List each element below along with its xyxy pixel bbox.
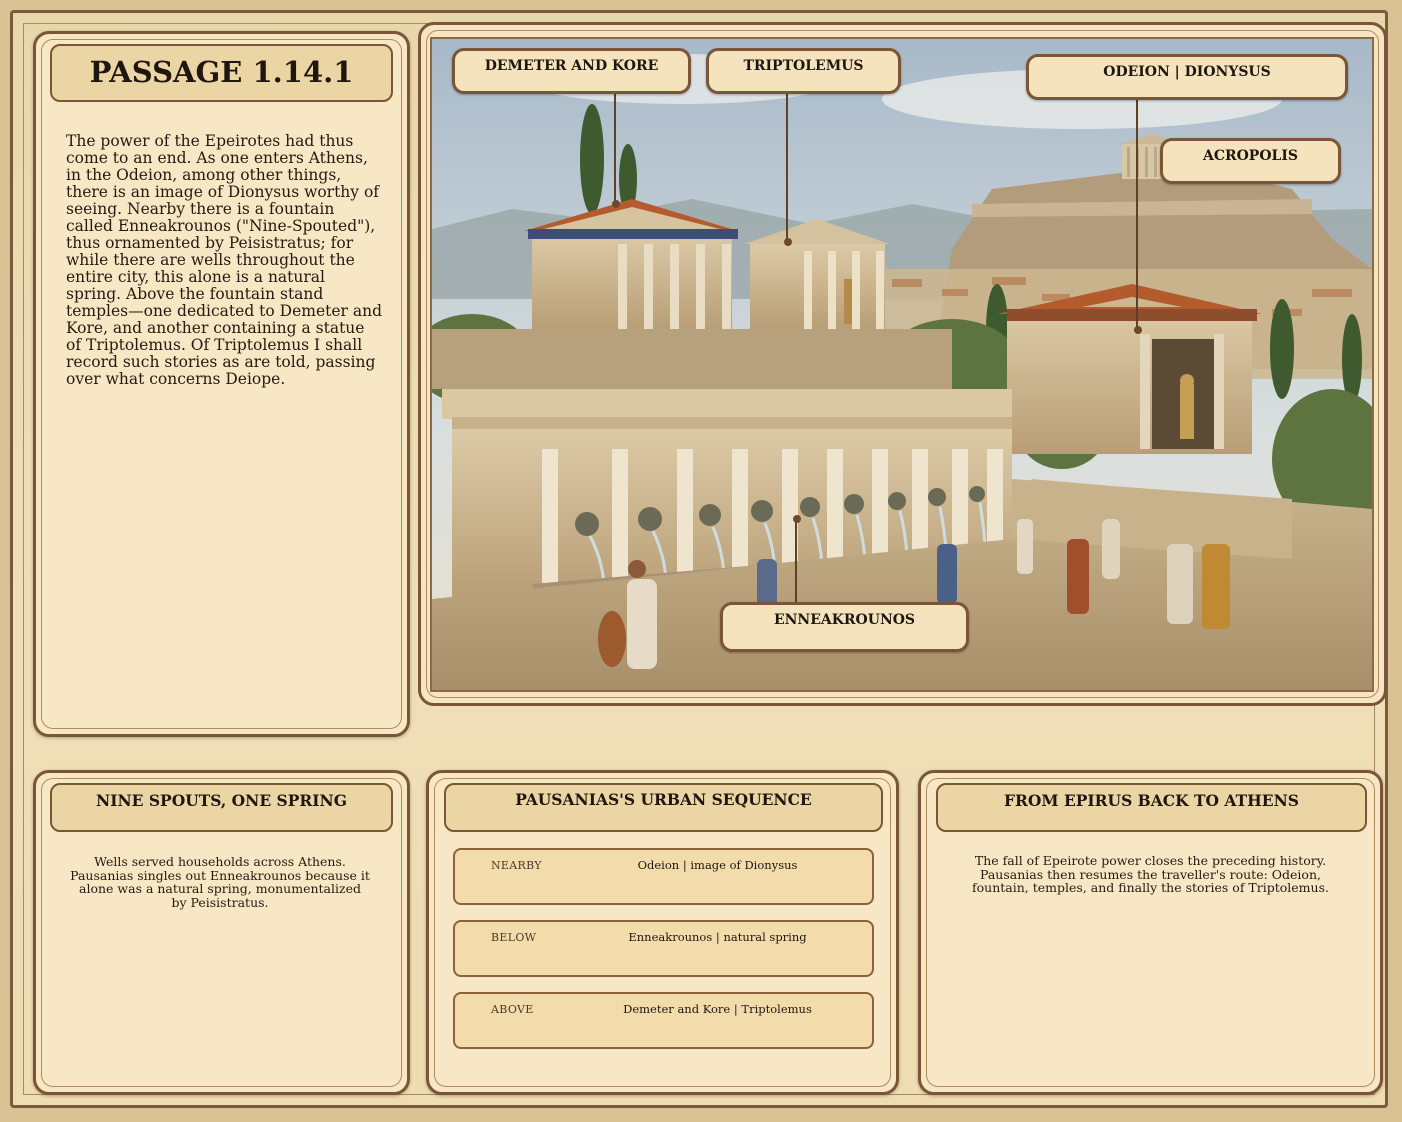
- callout-triptolemus-label: TRIPTOLEMUS: [743, 58, 864, 74]
- callout-enneakrounos: [720, 602, 969, 652]
- athens-scene-image: [432, 39, 1372, 690]
- callout-demeter-label: DEMETER AND KORE: [484, 58, 659, 74]
- epirus-card-title: FROM EPIRUS BACK TO ATHENS: [1004, 791, 1299, 810]
- callout-triptolemus: [706, 48, 901, 94]
- leader-dot-enneakrounos: [793, 515, 801, 523]
- leader-line-enneakrounos: [795, 520, 797, 604]
- epirus-card-title-box: [936, 783, 1367, 832]
- sequence-row-value: Odeion | image of Dionysus: [637, 858, 798, 872]
- sequence-row-label: NEARBY: [491, 859, 542, 872]
- leader-line-odeion: [1136, 98, 1138, 330]
- sequence-row-value: Enneakrounos | natural spring: [628, 930, 807, 944]
- passage-text: The power of the Epeirotes had thus come to an end. As one enters Athens, in the Odeion, among other things, there is an image of Dionysus worthy of seeing. Nearby there is a fountain called Enneakrounos ("Nine-Spouted"), thus ornamented by Peisistratus; for while there are wells throughout the entire city, this alone is a natural spring. Above the fountain stand temples—one dedicated to Demeter and Kore, and another containing a statue of Triptolemus. Of Triptolemus I shall record such stories as are told, passing over what concerns Deiope.: [66, 132, 383, 388]
- passage-title-box: [50, 44, 393, 102]
- sequence-row-label: ABOVE: [491, 1003, 534, 1016]
- epirus-card-text: The fall of Epeirote power closes the preceding history. Pausanias then resumes the traveller's route: Odeion, fountain, temples, and finally the stories of Triptolemus.: [972, 853, 1329, 895]
- callout-odeion-dionysus: [1026, 54, 1348, 100]
- sequence-row-below: [453, 920, 874, 977]
- leader-line-demeter: [614, 92, 616, 204]
- sequence-card-title: PAUSANIAS'S URBAN SEQUENCE: [515, 790, 812, 809]
- spring-card-text: Wells served households across Athens. Pausanias singles out Enneakrounos because it alone was a natural spring, monumentalized by Peisistratus.: [70, 854, 370, 910]
- sequence-row-value: Demeter and Kore | Triptolemus: [623, 1002, 812, 1016]
- leader-dot-demeter: [612, 200, 620, 208]
- passage-title: PASSAGE 1.14.1: [89, 55, 354, 89]
- callout-enneakrounos-label: ENNEAKROUNOS: [773, 612, 916, 628]
- sequence-card-title-box: [444, 783, 883, 832]
- callout-odeion-label: ODEION | DIONYSUS: [1103, 64, 1271, 80]
- leader-dot-triptolemus: [784, 238, 792, 246]
- callout-demeter-and-kore: [452, 48, 691, 94]
- sequence-row-label: BELOW: [491, 931, 537, 944]
- leader-dot-odeion: [1134, 326, 1142, 334]
- spring-card-title-box: [50, 783, 393, 832]
- spring-card-title: NINE SPOUTS, ONE SPRING: [96, 791, 347, 810]
- sequence-row-nearby: [453, 848, 874, 905]
- sequence-row-above: [453, 992, 874, 1049]
- callout-acropolis: [1160, 138, 1341, 184]
- athens-illustration: [430, 37, 1374, 692]
- leader-line-triptolemus: [786, 92, 788, 242]
- callout-acropolis-label: ACROPOLIS: [1202, 148, 1299, 164]
